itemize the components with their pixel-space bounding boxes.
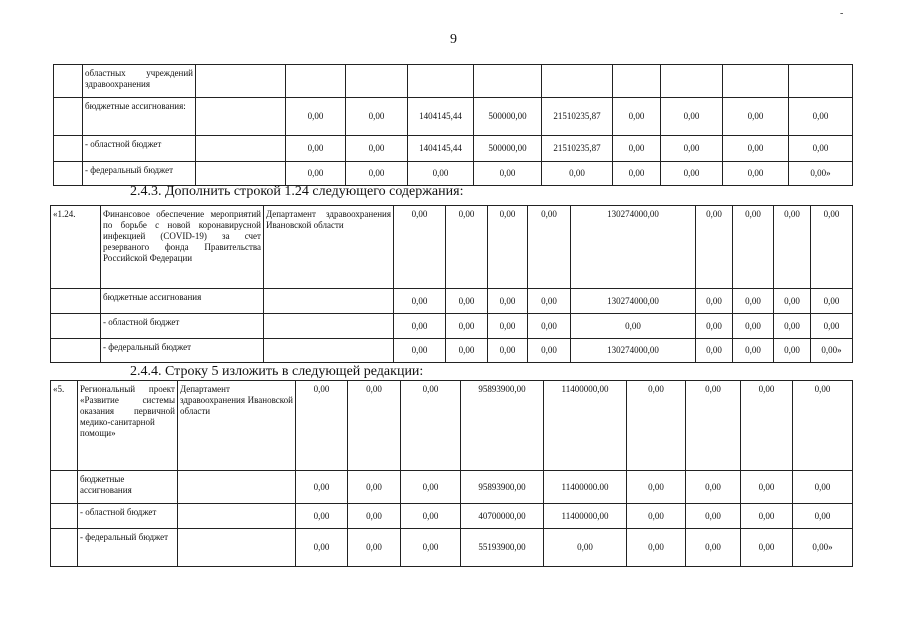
amount-cell: 0,00 <box>723 136 789 162</box>
table-row-5 <box>50 380 853 567</box>
amount-cell: 0,00 <box>793 471 853 504</box>
amount-cell: 11400000,00 <box>544 381 627 471</box>
amount-cell: 0,00 <box>686 381 741 471</box>
amount-cell: 0,00 <box>811 314 853 339</box>
amount-cell: 0,00 <box>488 339 528 363</box>
row-number-cell <box>54 136 83 162</box>
amount-cell: 0,00 <box>696 339 733 363</box>
amount-cell: 130274000,00 <box>571 339 696 363</box>
row-number-cell <box>51 529 78 567</box>
amount-cell: 11400000.00 <box>544 471 627 504</box>
amount-cell: 0,00 <box>793 504 853 529</box>
amount-cell: 0,00 <box>488 289 528 314</box>
name-cell: - областной бюджет <box>78 504 178 529</box>
amount-cell <box>661 65 723 98</box>
row-number-cell <box>51 289 101 314</box>
amount-cell: 0,00 <box>394 206 446 289</box>
row-number-cell <box>54 162 83 186</box>
amount-cell: 0,00 <box>542 162 613 186</box>
amount-cell <box>723 65 789 98</box>
amount-cell <box>346 65 408 98</box>
amount-cell: 0,00 <box>696 289 733 314</box>
amount-cell: 0,00 <box>296 504 348 529</box>
amount-cell: 0,00 <box>286 162 346 186</box>
amount-cell: 40700000,00 <box>461 504 544 529</box>
table-row-1-24 <box>50 205 853 363</box>
amount-cell: 0,00 <box>401 504 461 529</box>
amount-cell: 0,00 <box>528 314 571 339</box>
table-row <box>51 381 853 471</box>
name-cell: - федеральный бюджет <box>78 529 178 567</box>
amount-cell: 0,00 <box>661 98 723 136</box>
table-row <box>51 471 853 504</box>
executor-cell <box>196 98 286 136</box>
table-row <box>54 65 853 98</box>
table-row <box>51 529 853 567</box>
amount-cell: 0,00 <box>474 162 542 186</box>
executor-cell <box>178 504 296 529</box>
table-continuation <box>53 64 853 186</box>
amount-cell: 0,00 <box>733 339 774 363</box>
amount-cell: 0,00 <box>613 162 661 186</box>
name-cell: Региональный проект «Развитие системы оказания первичной медико-санитарной помощи» <box>78 381 178 471</box>
amount-cell <box>789 65 853 98</box>
amount-cell: 0,00 <box>627 529 686 567</box>
amount-cell: 500000,00 <box>474 98 542 136</box>
amount-cell: 0,00 <box>401 471 461 504</box>
amount-cell: 0,00 <box>394 289 446 314</box>
amount-cell: 0,00 <box>774 339 811 363</box>
amount-cell: 0,00 <box>348 529 401 567</box>
table-row <box>54 162 853 186</box>
amount-cell <box>286 65 346 98</box>
amount-cell <box>613 65 661 98</box>
amount-cell: 0,00 <box>446 206 488 289</box>
amount-cell: 0,00 <box>401 529 461 567</box>
amount-cell: 0,00 <box>723 162 789 186</box>
amount-cell: 0,00 <box>296 529 348 567</box>
amount-cell: 0,00 <box>627 381 686 471</box>
amount-cell: 1404145,44 <box>408 98 474 136</box>
amount-cell: 0,00 <box>296 381 348 471</box>
amount-cell: 0,00 <box>348 381 401 471</box>
amount-cell: 0,00 <box>789 98 853 136</box>
amount-cell: 0,00» <box>789 162 853 186</box>
amount-cell: 0,00 <box>528 339 571 363</box>
executor-cell: Департамент здравоохранения Ивановской области <box>178 381 296 471</box>
executor-cell <box>264 314 394 339</box>
amount-cell: 500000,00 <box>474 136 542 162</box>
amount-cell <box>542 65 613 98</box>
amount-cell: 130274000,00 <box>571 206 696 289</box>
table-row <box>51 314 853 339</box>
table-row <box>51 206 853 289</box>
amount-cell: 0,00 <box>446 339 488 363</box>
amount-cell: 0,00 <box>774 206 811 289</box>
table-row <box>51 289 853 314</box>
amount-cell: 0,00 <box>286 98 346 136</box>
amount-cell: 0,00 <box>741 504 793 529</box>
amount-cell: 0,00 <box>346 136 408 162</box>
scan-mark: - <box>840 8 844 19</box>
amount-cell: 0,00 <box>528 289 571 314</box>
executor-cell <box>264 289 394 314</box>
amount-cell: 0,00 <box>296 471 348 504</box>
amount-cell: 0,00 <box>544 529 627 567</box>
amount-cell: 0,00 <box>613 98 661 136</box>
row-number-cell <box>51 504 78 529</box>
name-cell: бюджетные ассигнования <box>101 289 264 314</box>
amount-cell: 0,00 <box>686 471 741 504</box>
amount-cell: 55193900,00 <box>461 529 544 567</box>
amount-cell: 0,00 <box>408 162 474 186</box>
amount-cell: 21510235,87 <box>542 98 613 136</box>
amount-cell: 21510235,87 <box>542 136 613 162</box>
section-heading-2-4-3: 2.4.3. Дополнить строкой 1.24 следующего содержания: <box>130 184 464 199</box>
amount-cell: 11400000,00 <box>544 504 627 529</box>
amount-cell: 0,00 <box>774 314 811 339</box>
table-row <box>54 98 853 136</box>
section-heading-2-4-4: 2.4.4. Строку 5 изложить в следующей редакции: <box>130 364 424 379</box>
amount-cell: 0,00 <box>346 98 408 136</box>
amount-cell: 1404145,44 <box>408 136 474 162</box>
amount-cell: 0,00 <box>661 162 723 186</box>
amount-cell: 0,00 <box>686 529 741 567</box>
amount-cell: 0,00 <box>686 504 741 529</box>
amount-cell: 0,00 <box>446 289 488 314</box>
amount-cell: 0,00 <box>741 471 793 504</box>
name-cell: Финансовое обеспечение мероприятий по борьбе с новой коронавирусной инфекцией (COVID-19) за счет резерваного фонда Правительства Российской Федерации <box>101 206 264 289</box>
amount-cell: 0,00 <box>627 471 686 504</box>
amount-cell: 0,00 <box>789 136 853 162</box>
row-number-cell <box>51 471 78 504</box>
row-number-cell: «5. <box>51 381 78 471</box>
amount-cell: 0,00 <box>613 136 661 162</box>
executor-cell <box>196 65 286 98</box>
amount-cell: 0,00 <box>394 314 446 339</box>
amount-cell: 0,00» <box>793 529 853 567</box>
amount-cell: 0,00 <box>741 529 793 567</box>
amount-cell: 0,00 <box>811 206 853 289</box>
amount-cell: 0,00» <box>811 339 853 363</box>
amount-cell: 0,00 <box>723 98 789 136</box>
executor-cell <box>196 136 286 162</box>
amount-cell: 0,00 <box>446 314 488 339</box>
name-cell: бюджетные ассигнования <box>78 471 178 504</box>
amount-cell: 0,00 <box>488 206 528 289</box>
amount-cell: 0,00 <box>733 206 774 289</box>
amount-cell: 0,00 <box>811 289 853 314</box>
amount-cell: 0,00 <box>661 136 723 162</box>
amount-cell: 95893900,00 <box>461 381 544 471</box>
amount-cell: 0,00 <box>741 381 793 471</box>
amount-cell: 0,00 <box>793 381 853 471</box>
amount-cell: 0,00 <box>733 314 774 339</box>
amount-cell: 130274000,00 <box>571 289 696 314</box>
table-row <box>51 339 853 363</box>
name-cell: - областной бюджет <box>83 136 196 162</box>
row-number-cell <box>54 65 83 98</box>
amount-cell: 0,00 <box>696 314 733 339</box>
amount-cell: 95893900,00 <box>461 471 544 504</box>
executor-cell <box>264 339 394 363</box>
amount-cell: 0,00 <box>401 381 461 471</box>
name-cell: - федеральный бюджет <box>83 162 196 186</box>
amount-cell <box>408 65 474 98</box>
name-cell: областных учреждений здравоохранения <box>83 65 196 98</box>
page-number: 9 <box>450 32 457 47</box>
executor-cell <box>196 162 286 186</box>
row-number-cell <box>51 339 101 363</box>
name-cell: - областной бюджет <box>101 314 264 339</box>
amount-cell: 0,00 <box>286 136 346 162</box>
executor-cell: Департамент здравоохранения Ивановской области <box>264 206 394 289</box>
amount-cell: 0,00 <box>774 289 811 314</box>
table-row <box>54 136 853 162</box>
amount-cell: 0,00 <box>394 339 446 363</box>
amount-cell <box>474 65 542 98</box>
amount-cell: 0,00 <box>348 504 401 529</box>
row-number-cell: «1.24. <box>51 206 101 289</box>
amount-cell: 0,00 <box>488 314 528 339</box>
row-number-cell <box>54 98 83 136</box>
amount-cell: 0,00 <box>346 162 408 186</box>
executor-cell <box>178 529 296 567</box>
amount-cell: 0,00 <box>571 314 696 339</box>
name-cell: бюджетные ассигнования: <box>83 98 196 136</box>
row-number-cell <box>51 314 101 339</box>
amount-cell: 0,00 <box>348 471 401 504</box>
amount-cell: 0,00 <box>528 206 571 289</box>
table-row <box>51 504 853 529</box>
executor-cell <box>178 471 296 504</box>
name-cell: - федеральный бюджет <box>101 339 264 363</box>
amount-cell: 0,00 <box>733 289 774 314</box>
amount-cell: 0,00 <box>696 206 733 289</box>
amount-cell: 0,00 <box>627 504 686 529</box>
